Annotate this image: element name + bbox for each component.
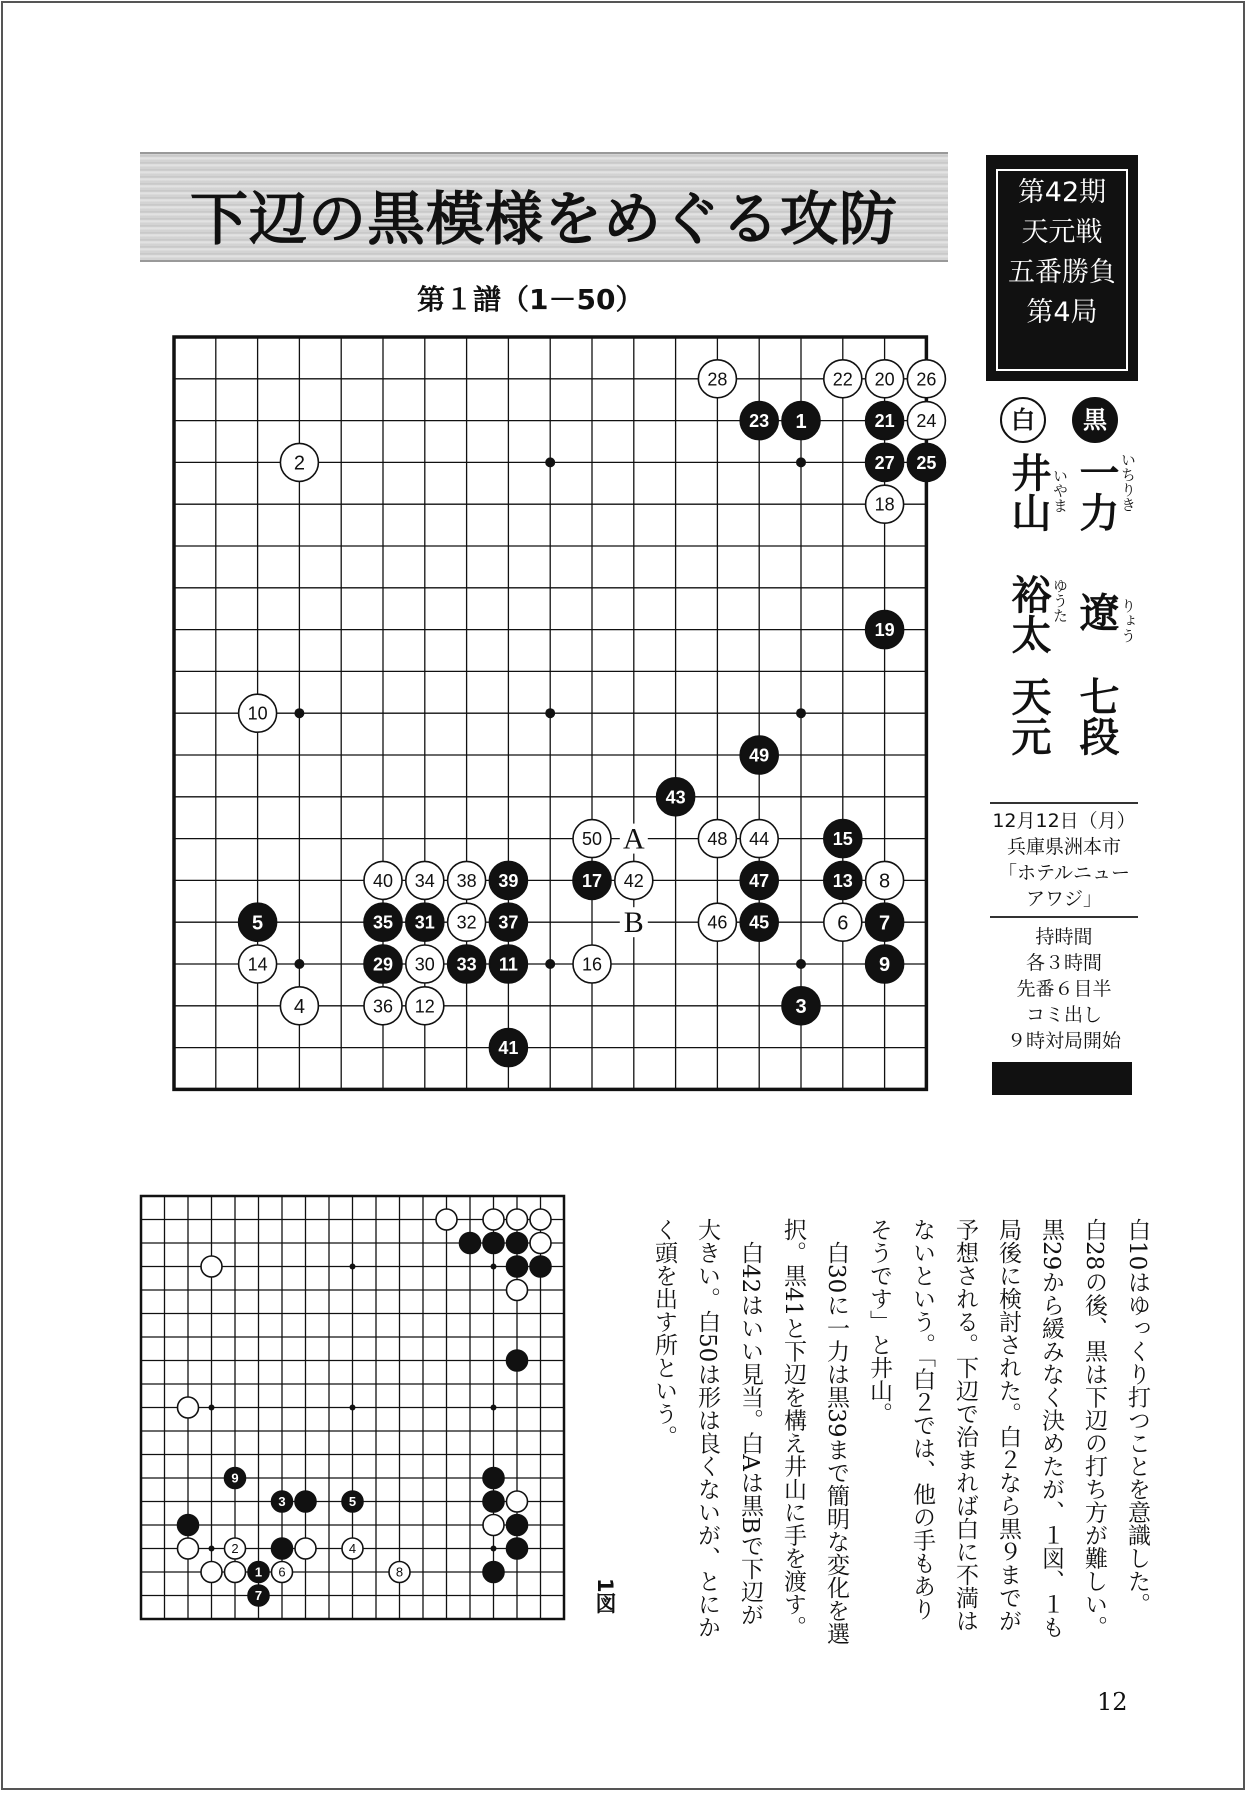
star-point <box>491 1546 497 1552</box>
white-stone <box>483 1515 504 1536</box>
move-number: 29 <box>372 954 394 975</box>
white-player-given-ruby: ゆうた <box>1051 578 1069 623</box>
black-player-given-ruby: りょう <box>1119 598 1137 643</box>
move-number: 49 <box>749 745 770 766</box>
move-number: 5 <box>348 1494 357 1510</box>
commentary-column: ないという。「白２では、他の手もあり <box>909 1218 935 1621</box>
time-line: 先番６目半 <box>1016 978 1112 1000</box>
move-number: 39 <box>498 870 519 891</box>
move-number: 28 <box>707 369 728 390</box>
black-player-given-name: 遼 <box>1073 592 1120 632</box>
white-player-surname: 井山 <box>1005 452 1052 532</box>
move-number: 4 <box>293 996 305 1018</box>
move-number: 13 <box>832 870 853 891</box>
commentary-column: 白28の後、黒は下辺の打ち方が難しい。 <box>1081 1218 1107 1639</box>
time-line: ９時対局開始 <box>1006 1030 1121 1052</box>
black-stone <box>483 1491 504 1512</box>
white-player-rank: 天元 <box>1005 676 1052 756</box>
commentary-column: く頭を出す所という。 <box>651 1218 677 1448</box>
event-line: 第4局 <box>1026 297 1098 328</box>
move-number: 45 <box>749 912 770 933</box>
move-number: 7 <box>254 1588 263 1604</box>
move-number: 34 <box>414 870 435 891</box>
move-number: 2 <box>293 452 305 475</box>
move-number: 16 <box>581 954 603 975</box>
move-number: 32 <box>456 912 477 933</box>
black-player-surname: 一力 <box>1073 452 1120 532</box>
move-number: 25 <box>916 452 937 473</box>
black-stone <box>507 1350 528 1371</box>
move-number: 23 <box>749 411 770 432</box>
move-number: 21 <box>874 411 895 432</box>
move-number: 9 <box>231 1470 239 1486</box>
page-number: 12 <box>1097 1688 1128 1716</box>
move-number: 24 <box>916 411 937 432</box>
move-number: 40 <box>372 870 394 891</box>
time-line: コミ出し <box>1025 1004 1102 1026</box>
move-number: 38 <box>456 870 477 891</box>
move-number: 10 <box>247 703 268 724</box>
black-player-surname-ruby: いちりき <box>1119 452 1137 512</box>
black-stone <box>460 1233 481 1254</box>
commentary-column: 白42はいい見当。白Aは黒Bで下辺が <box>737 1218 763 1626</box>
venue-line: アワジ」 <box>1025 888 1102 910</box>
move-number: 15 <box>832 829 853 850</box>
time-line: 各３時間 <box>1025 952 1102 974</box>
commentary-column: 大きい。白50は形は良くないが、とにか <box>694 1218 720 1639</box>
black-player-badge: 黒 <box>1072 397 1118 443</box>
star-point <box>350 1264 356 1270</box>
white-stone <box>201 1256 222 1277</box>
move-number: 8 <box>879 870 891 893</box>
move-number: 19 <box>874 620 895 641</box>
commentary-column: 白10はゆっくり打つことを意識した。 <box>1124 1218 1150 1616</box>
commentary-column: 白30に一力は黒39まで簡明な変化を選 <box>823 1218 849 1645</box>
white-stone <box>530 1209 551 1230</box>
event-line: 五番勝負 <box>1008 257 1116 288</box>
move-number: 33 <box>456 954 477 975</box>
white-stone <box>483 1209 504 1230</box>
black-stone <box>272 1538 293 1559</box>
white-stone <box>436 1209 457 1230</box>
move-number: 44 <box>749 829 770 850</box>
move-number: 41 <box>498 1038 519 1059</box>
move-number: 6 <box>278 1564 286 1580</box>
move-number: 36 <box>372 996 394 1017</box>
white-stone <box>178 1397 199 1418</box>
black-stone <box>295 1491 316 1512</box>
move-number: 30 <box>414 954 435 975</box>
star-point <box>294 959 304 969</box>
white-stone <box>507 1209 528 1230</box>
move-number: 8 <box>395 1564 404 1580</box>
move-number: 3 <box>795 996 807 1018</box>
game-date: 12月12日（月） <box>992 810 1136 832</box>
move-number: 26 <box>916 369 937 390</box>
event-line: 第42期 <box>1017 177 1107 208</box>
article-title: 下辺の黒模様をめぐる攻防 <box>189 185 898 253</box>
white-stone <box>225 1562 246 1583</box>
star-point <box>209 1405 215 1411</box>
move-number: 18 <box>874 494 895 515</box>
white-stone <box>507 1491 528 1512</box>
move-number: 43 <box>665 787 686 808</box>
black-stone <box>483 1562 504 1583</box>
star-point <box>545 708 555 718</box>
move-number: 20 <box>874 369 895 390</box>
move-number: 6 <box>837 912 849 935</box>
move-number: 22 <box>832 369 853 390</box>
move-number: 46 <box>707 912 728 933</box>
move-number: 2 <box>231 1541 239 1557</box>
commentary-column: 択。黒41と下辺を構え井山に手を渡す。 <box>780 1218 806 1639</box>
commentary-column: 局後に検討された。白２なら黒９までが <box>995 1218 1021 1632</box>
time-line: 持時間 <box>1035 926 1093 948</box>
move-number: 48 <box>707 829 728 850</box>
move-number: 31 <box>414 912 435 933</box>
move-number: 9 <box>879 954 891 977</box>
white-stone <box>295 1538 316 1559</box>
move-number: 3 <box>278 1494 286 1510</box>
main-go-board <box>174 337 945 1089</box>
star-point <box>796 959 806 969</box>
black-stone <box>507 1515 528 1536</box>
commentary-column: そうです」と井山。 <box>866 1218 892 1425</box>
star-point <box>796 457 806 467</box>
black-stone <box>507 1233 528 1254</box>
star-point <box>491 1405 497 1411</box>
board-mark-label: B <box>623 906 644 940</box>
white-stone <box>530 1233 551 1254</box>
white-player-badge: 白 <box>1000 397 1046 443</box>
venue-line: 「ホテルニュー <box>997 862 1131 884</box>
board-mark-label: A <box>622 822 645 856</box>
black-stone <box>530 1256 551 1277</box>
move-number: 1 <box>795 410 807 433</box>
star-point <box>294 708 304 718</box>
move-number: 14 <box>247 954 268 975</box>
move-number: 47 <box>749 870 770 891</box>
white-stone <box>507 1280 528 1301</box>
move-number: 7 <box>879 912 891 935</box>
move-number: 27 <box>874 452 895 473</box>
move-number: 35 <box>372 912 394 933</box>
black-stone <box>483 1468 504 1489</box>
move-number: 50 <box>581 829 603 850</box>
move-number: 5 <box>252 912 264 935</box>
star-point <box>545 457 555 467</box>
star-point <box>796 708 806 718</box>
commentary-column: 予想される。下辺で治まれば白に不満は <box>952 1218 978 1632</box>
figure-go-board <box>141 1196 564 1619</box>
move-number: 42 <box>623 870 644 891</box>
move-number: 37 <box>498 912 519 933</box>
white-player-surname-ruby: いやま <box>1051 468 1069 513</box>
black-stone <box>483 1233 504 1254</box>
star-point <box>491 1264 497 1270</box>
black-stone <box>507 1256 528 1277</box>
event-line: 天元戦 <box>1021 217 1103 248</box>
move-number: 11 <box>498 954 518 975</box>
star-point <box>209 1546 215 1552</box>
white-stone <box>178 1538 199 1559</box>
commentary-column: 黒29から緩みなく決めたが、１図、１も <box>1038 1218 1064 1639</box>
star-point <box>350 1405 356 1411</box>
figure-label: 1図 <box>593 1578 617 1614</box>
white-player-given-name: 裕太 <box>1005 574 1052 654</box>
black-stone <box>178 1515 199 1536</box>
kifu-subtitle: 第１譜（1－50） <box>417 283 644 316</box>
venue-line: 兵庫県洲本市 <box>1006 836 1121 858</box>
black-player-rank: 七段 <box>1073 676 1120 756</box>
move-number: 17 <box>581 870 603 891</box>
move-number: 4 <box>348 1541 357 1557</box>
white-stone <box>201 1562 222 1583</box>
move-number: 1 <box>254 1564 263 1580</box>
move-number: 12 <box>414 996 435 1017</box>
black-stone <box>507 1538 528 1559</box>
star-point <box>545 959 555 969</box>
